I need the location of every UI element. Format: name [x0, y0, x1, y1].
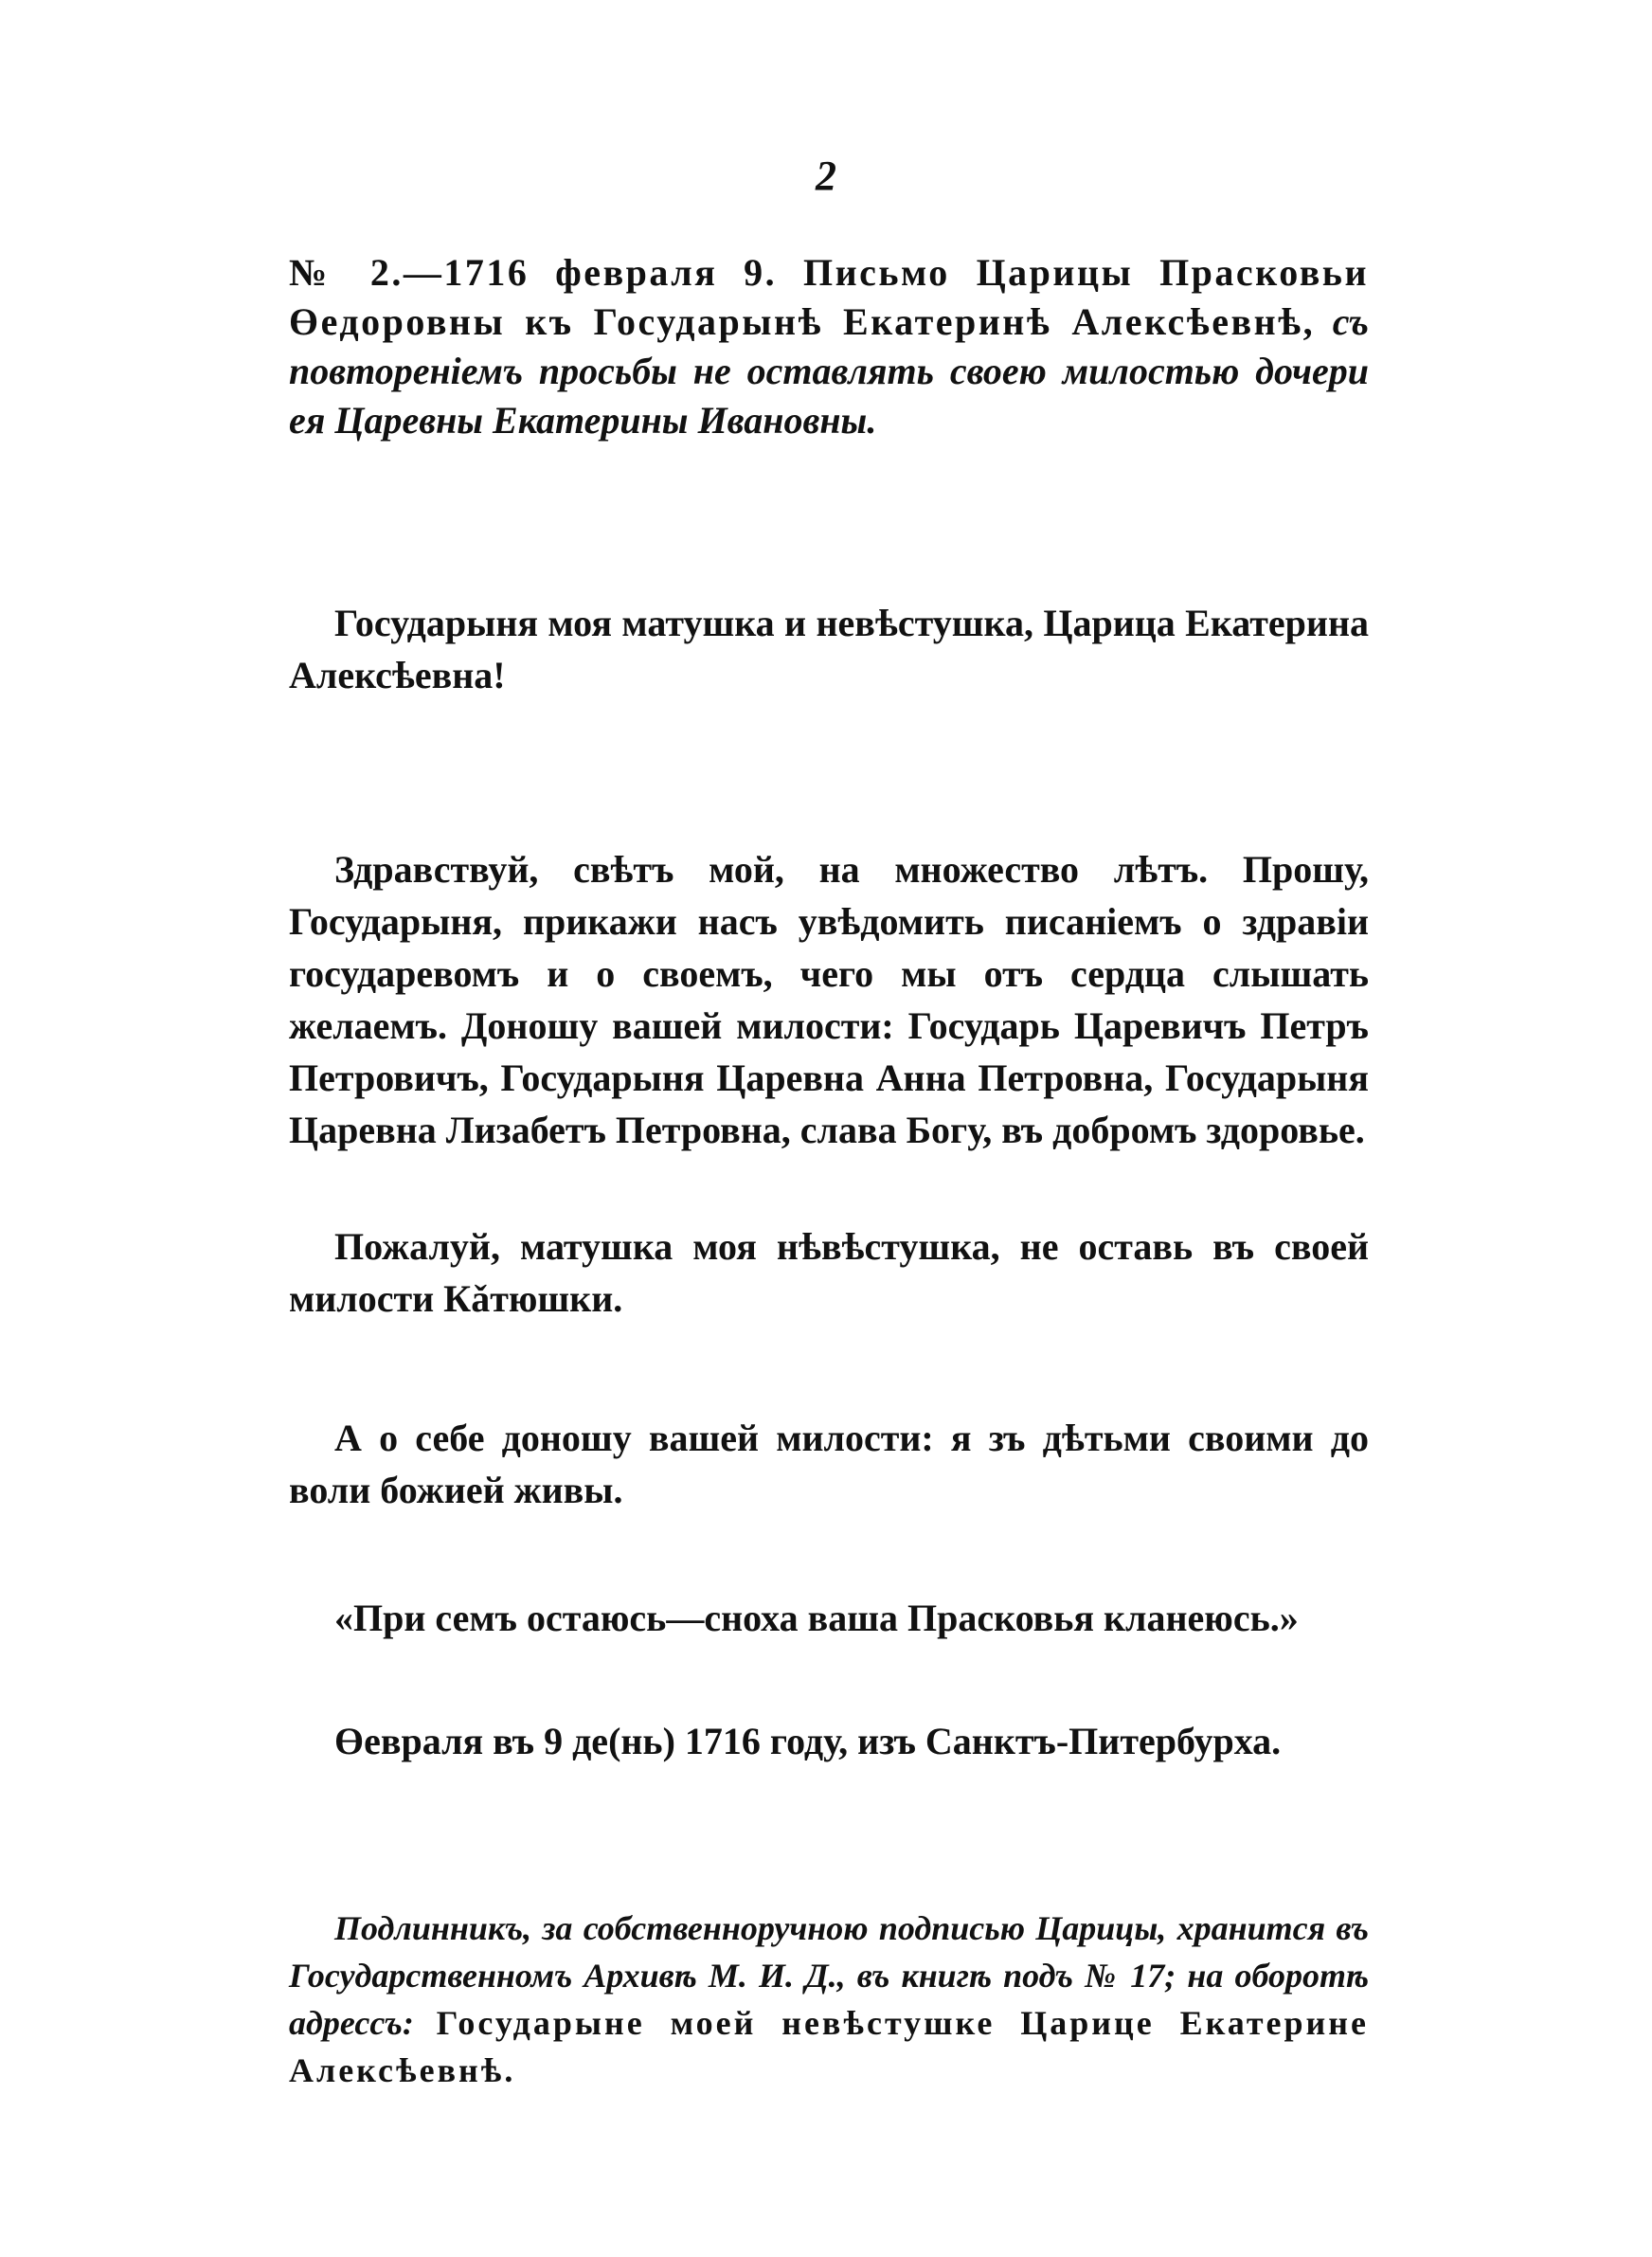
letter-request-paragraph: Пожалуй, матушка моя нѣвѣстушка, не оставь въ своей милости Кǎтюшки. [289, 1225, 1369, 1320]
footnote-source: Подлинникъ, за собственноручною подписью Царицы, хранится въ Государственномъ Архивѣ М. И. Д., въ книгѣ подъ № 17; на оборотѣ адрессъ: [289, 1909, 1369, 2042]
page-number: 2 [816, 153, 836, 199]
document-heading [289, 248, 1369, 445]
letter-self-paragraph: А о себе доношу вашей милости: я зъ дѣтьми своими до воли божией живы. [289, 1417, 1369, 1511]
footnote-address: Государыне моей невѣстушке Царице Екатерине Алексѣевнѣ. [289, 2004, 1369, 2089]
archival-footnote [289, 1905, 1369, 2094]
letter-closing: «При семъ остаюсь—сноха ваша Прасковья кланеюсь.» [334, 1597, 1299, 1639]
letter-main-paragraph: Здравствуй, свѣтъ мой, на множество лѣтъ. Прошу, Государыня, прикажи насъ увѣдомить писаніемъ о здравіи государевомъ и о своемъ, чего мы отъ сердца слышать желаемъ. Доношу вашей милости: Государь Царевичъ Петръ Петровичъ, Государыня Царевна Анна Петровна, Государыня Царевна Лизабетъ Петровна, слава Богу, въ добромъ здоровье. [289, 848, 1369, 1151]
heading-summary: съ повтореніемъ просьбы не оставлять своею милостью дочери ея Царевны Екатерины Ивановны. [289, 300, 1369, 442]
letter-date-line: Өевраля въ 9 де(нь) 1716 году, изъ Санктъ-Питербурха. [334, 1720, 1282, 1762]
heading-title: № 2.—1716 февраля 9. Письмо Царицы Прасковьи Өедоровны къ Государынѣ Екатеринѣ Алексѣевнѣ, [289, 251, 1369, 343]
letter-greeting: Государыня моя матушка и невѣстушка, Царица Екатерина Алексѣевна! [289, 602, 1369, 696]
